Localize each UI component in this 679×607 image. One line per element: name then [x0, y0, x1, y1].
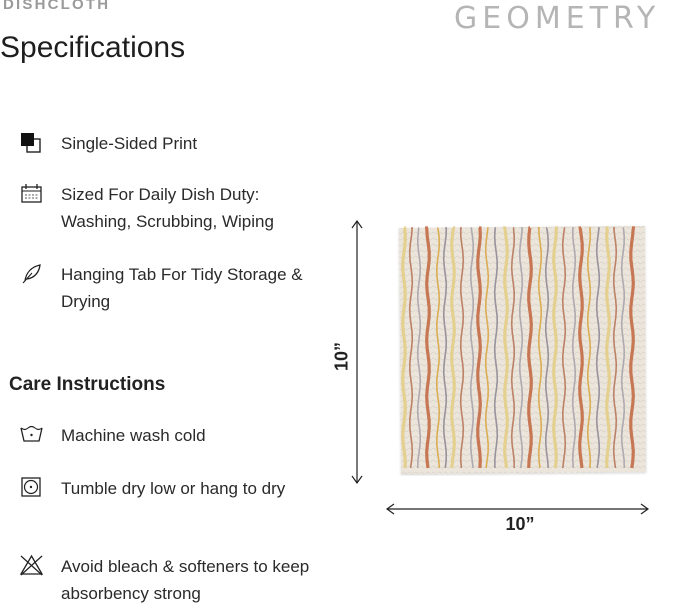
dishcloth-image: [396, 224, 648, 476]
feature-item: [18, 181, 311, 235]
feature-text: Hanging Tab For Tidy Storage & Drying: [61, 265, 303, 311]
care-text: Machine wash cold: [61, 426, 206, 445]
calendar-icon: [18, 181, 46, 205]
height-dimension-label: 10”: [331, 341, 352, 372]
brand-logo: GEOMETRY: [454, 1, 661, 36]
cloth-stripe: [580, 228, 583, 468]
layered-squares-icon: [18, 130, 46, 154]
care-text: Avoid bleach & softeners to keep absorbency strong: [61, 557, 310, 603]
page-title: Specifications: [0, 31, 186, 64]
leaf-icon: [18, 261, 46, 285]
tumble-dry-icon: [18, 475, 46, 499]
cloth-stripe: [505, 228, 508, 468]
no-bleach-icon: [18, 553, 46, 577]
wash-cold-icon: [18, 422, 46, 446]
product-category: DISHCLOTH: [3, 0, 111, 13]
care-text: Tumble dry low or hang to dry: [61, 479, 286, 498]
feature-text: Single-Sided Print: [61, 134, 198, 153]
feature-text: Sized For Daily Dish Duty: Washing, Scrubbing, Wiping: [61, 185, 274, 231]
care-instructions-heading: Care Instructions: [9, 374, 166, 395]
width-dimension-label: 10”: [505, 514, 535, 534]
care-item: [18, 422, 311, 449]
feature-item: [18, 130, 311, 157]
dishcloth-pattern: [396, 224, 648, 476]
care-item: [18, 475, 311, 502]
care-item: [18, 553, 311, 607]
cloth-stripe: [452, 228, 455, 468]
feature-item: [18, 261, 311, 315]
